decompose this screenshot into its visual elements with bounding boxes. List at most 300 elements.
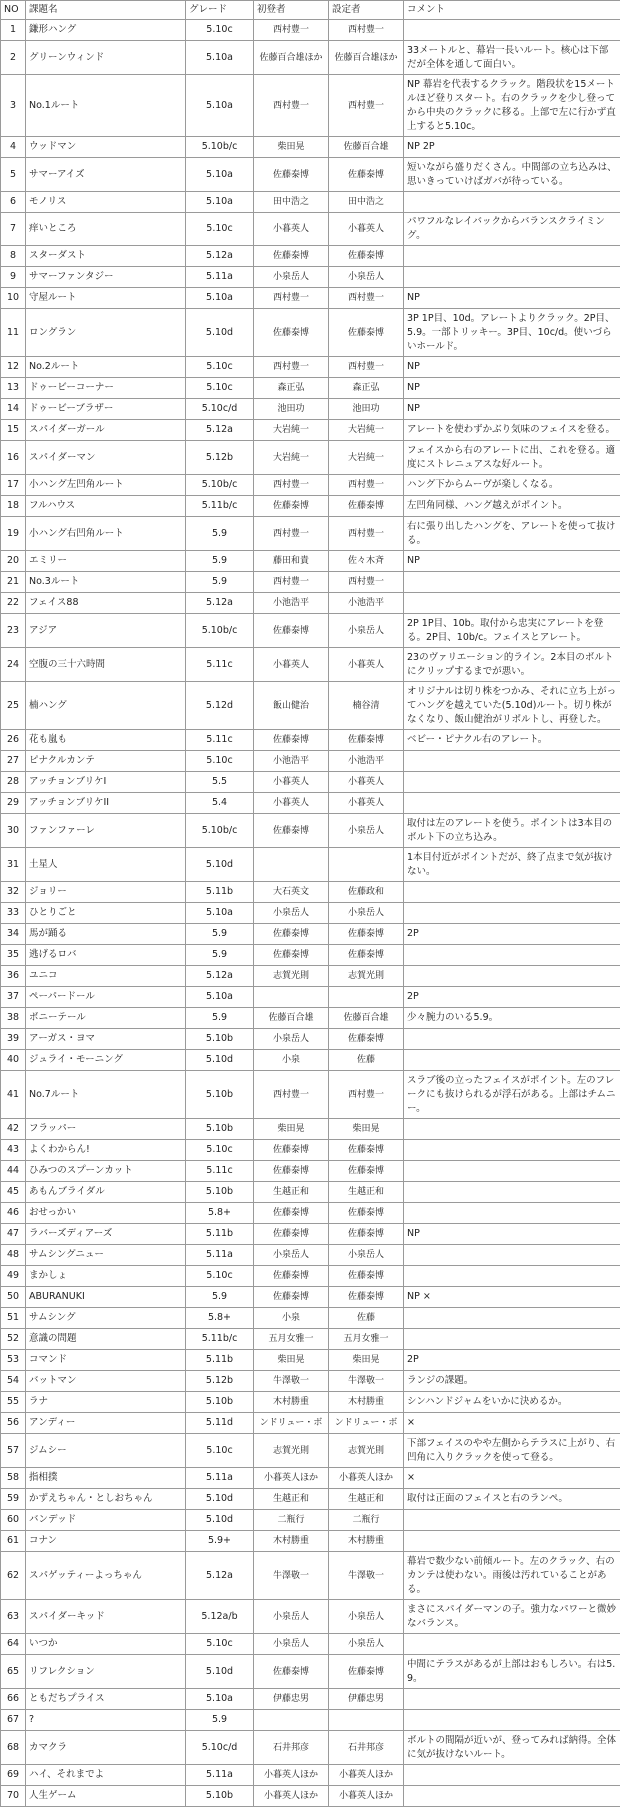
route-setter: 西村豊一 [329,517,404,551]
route-comment [404,1765,620,1786]
table-row [1,137,620,158]
route-setter: 小泉岳人 [329,903,404,924]
route-first-ascent: 西村豊一 [254,20,329,41]
route-first-ascent: 小泉岳人 [254,1634,329,1655]
table-row [1,1634,620,1655]
route-comment: アレートを使わずかぶり気味のフェイスを登る。 [404,420,620,441]
route-grade: 5.9 [186,1008,254,1029]
route-name: フェイス88 [26,593,186,614]
route-setter: 石井邦彦 [329,1731,404,1765]
route-no: 25 [1,682,26,730]
route-comment: NP [404,378,620,399]
route-comment: NP [404,399,620,420]
table-row [1,903,620,924]
route-comment: 左凹角同様、ハング越えがポイント。 [404,496,620,517]
route-setter: 佐藤泰博 [329,1287,404,1308]
route-no: 10 [1,288,26,309]
table-row [1,1350,620,1371]
route-first-ascent: 大岩純一 [254,420,329,441]
route-grade: 5.10b [186,1071,254,1119]
route-no: 45 [1,1182,26,1203]
table-row [1,1371,620,1392]
route-setter: 小泉岳人 [329,267,404,288]
route-first-ascent: 小暮英人 [254,213,329,246]
route-comment [404,267,620,288]
route-grade: 5.10b [186,1119,254,1140]
route-no: 68 [1,1731,26,1765]
route-grade: 5.12d [186,682,254,730]
route-comment: 幕岩で数少ない前傾ルート。左のクラック、右のカンテは使わない。雨後は汚れていることがある。 [404,1552,620,1600]
route-grade: 5.10a [186,75,254,137]
route-comment [404,1510,620,1531]
table-row [1,475,620,496]
route-comment [404,246,620,267]
route-comment [404,1182,620,1203]
route-name: ジムシー [26,1434,186,1468]
route-grade: 5.11c [186,648,254,682]
table-row [1,987,620,1008]
route-name: 土星人 [26,848,186,882]
route-no: 50 [1,1287,26,1308]
route-setter: 小暮英人 [329,772,404,793]
table-row [1,593,620,614]
route-comment: 取付は正面のフェイスと右のランペ。 [404,1489,620,1510]
route-grade: 5.9 [186,551,254,572]
route-no: 1 [1,20,26,41]
route-name: 人生ゲーム [26,1786,186,1807]
route-first-ascent: 藤田和貴 [254,551,329,572]
route-no: 61 [1,1531,26,1552]
table-row [1,1224,620,1245]
route-comment: まさにスパイダーマンの子。強力なパワーと微妙なバランス。 [404,1600,620,1634]
route-no: 23 [1,614,26,648]
route-name: あもんブライダル [26,1182,186,1203]
route-name: ともだちプライス [26,1689,186,1710]
route-grade: 5.11b [186,1350,254,1371]
route-setter: 池田功 [329,399,404,420]
route-comment: NP 幕岩を代表するクラック。階段状を15メートルほど登りスタート。右のクラックを少し登ってから中央のクラックに移る。上部で左に行かず直上すると5.10c。 [404,75,620,137]
route-no: 6 [1,192,26,213]
route-list [1,20,620,1807]
route-name: モノリス [26,192,186,213]
route-name: リフレクション [26,1655,186,1689]
route-setter: 森正弘 [329,378,404,399]
route-setter: 小泉岳人 [329,614,404,648]
route-name: 守屋ルート [26,288,186,309]
route-comment: スラブ後の立ったフェイスがポイント。左のフレークにも抜けられるが浮石がある。上部はチムニー。 [404,1071,620,1119]
route-comment: ハング下からムーヴが楽しくなる。 [404,475,620,496]
table-row [1,1468,620,1489]
route-comment: 少々腕力のいる5.9。 [404,1008,620,1029]
route-first-ascent: 生越正和 [254,1182,329,1203]
route-no: 63 [1,1600,26,1634]
route-grade: 5.12b [186,441,254,475]
route-comment: 短いながら盛りだくさん。中間部の立ち込みは、思いきっていけばガバが待っている。 [404,158,620,192]
route-name: ひとりごと [26,903,186,924]
route-comment [404,192,620,213]
route-setter: 西村豊一 [329,357,404,378]
table-row [1,1029,620,1050]
table-row [1,1731,620,1765]
route-first-ascent: 生越正和 [254,1489,329,1510]
table-row [1,309,620,357]
route-grade: 5.4 [186,793,254,814]
route-no: 27 [1,751,26,772]
route-name: サマーアイズ [26,158,186,192]
table-row [1,1119,620,1140]
route-first-ascent: 小池浩平 [254,751,329,772]
route-comment [404,1140,620,1161]
route-setter: 楠谷清 [329,682,404,730]
route-setter: 小池浩平 [329,593,404,614]
table-row [1,848,620,882]
route-grade: 5.11a [186,1765,254,1786]
route-no: 70 [1,1786,26,1807]
route-first-ascent: 西村豊一 [254,475,329,496]
table-row [1,1600,620,1634]
route-setter: 伊藤忠男 [329,1689,404,1710]
route-no: 19 [1,517,26,551]
table-row [1,517,620,551]
route-name: アーガス・ヨマ [26,1029,186,1050]
route-setter: 小暮英人ほか [329,1765,404,1786]
route-comment: パワフルなレイバックからバランスクライミング。 [404,213,620,246]
route-first-ascent: 佐藤泰博 [254,1140,329,1161]
route-grade: 5.10c [186,357,254,378]
route-name: ジョリー [26,882,186,903]
route-no: 59 [1,1489,26,1510]
route-grade: 5.9+ [186,1531,254,1552]
route-name: サムシングニュー [26,1245,186,1266]
table-row [1,399,620,420]
route-comment [404,903,620,924]
route-first-ascent: 西村豊一 [254,357,329,378]
route-setter: 小暮英人ほか [329,1468,404,1489]
table-row [1,1552,620,1600]
route-name: かずえちゃん・としおちゃん [26,1489,186,1510]
route-no: 55 [1,1392,26,1413]
route-comment [404,1203,620,1224]
route-setter: 木村勝重 [329,1392,404,1413]
route-first-ascent: 佐藤泰博 [254,814,329,848]
header-grade: グレード [186,1,254,20]
route-setter: 小泉岳人 [329,1245,404,1266]
route-name: ラバーズディアーズ [26,1224,186,1245]
route-setter [329,1710,404,1731]
route-setter: 佐藤泰博 [329,246,404,267]
route-grade: 5.12a [186,420,254,441]
header-row [1,1,620,20]
route-first-ascent: 池田功 [254,399,329,420]
route-grade: 5.12a [186,593,254,614]
route-comment [404,1786,620,1807]
route-setter: 田中浩之 [329,192,404,213]
table-row [1,648,620,682]
route-no: 32 [1,882,26,903]
route-grade: 5.11b [186,1224,254,1245]
route-setter: 佐藤泰博 [329,1203,404,1224]
route-name: アジア [26,614,186,648]
route-first-ascent: 佐藤泰博 [254,1266,329,1287]
route-first-ascent: 柴田晃 [254,1350,329,1371]
route-comment: NP [404,357,620,378]
route-grade: 5.10b [186,1392,254,1413]
route-comment [404,945,620,966]
route-grade: 5.10b/c [186,814,254,848]
route-comment: 2P [404,1350,620,1371]
table-row [1,945,620,966]
route-setter: 大岩純一 [329,420,404,441]
route-name: 小ハング右凹角ルート [26,517,186,551]
route-comment: 1本目付近がポイントだが、終了点まで気が抜けない。 [404,848,620,882]
route-setter: 小暮英人 [329,648,404,682]
table-row [1,20,620,41]
route-comment [404,882,620,903]
route-grade: 5.10c [186,213,254,246]
table-row [1,1710,620,1731]
route-no: 31 [1,848,26,882]
route-no: 15 [1,420,26,441]
route-grade: 5.10b/c [186,475,254,496]
route-comment: ボルトの間隔が近いが、登ってみれば納得。全体に気が抜けないルート。 [404,1731,620,1765]
route-first-ascent: 木村勝重 [254,1531,329,1552]
route-grade: 5.10a [186,1689,254,1710]
table-row [1,246,620,267]
table-row [1,882,620,903]
route-setter: 佐藤 [329,1050,404,1071]
route-no: 5 [1,158,26,192]
table-row [1,158,620,192]
table-row [1,614,620,648]
route-grade: 5.9 [186,1287,254,1308]
route-first-ascent: 佐藤泰博 [254,1203,329,1224]
route-comment [404,966,620,987]
table-row [1,924,620,945]
route-first-ascent: 牛澤敬一 [254,1371,329,1392]
route-no: 14 [1,399,26,420]
route-no: 29 [1,793,26,814]
route-first-ascent: 小暮英人 [254,772,329,793]
table-row [1,1689,620,1710]
route-comment [404,572,620,593]
table-row [1,192,620,213]
route-setter: 二瓶行 [329,1510,404,1531]
table-row [1,1308,620,1329]
route-no: 40 [1,1050,26,1071]
route-comment: 中間にテラスがあるが上部はおもしろい。右は5.9。 [404,1655,620,1689]
route-comment: オリジナルは切り株をつかみ、それに立ち上がってハングを越えていた(5.10d)ルート。切り株がなくなり、飯山健治がリボルトし、再登した。 [404,682,620,730]
route-name: ロングラン [26,309,186,357]
route-grade: 5.10c/d [186,1731,254,1765]
route-comment [404,1329,620,1350]
route-name: おせっかい [26,1203,186,1224]
route-setter: 佐藤泰博 [329,158,404,192]
route-grade: 5.8+ [186,1203,254,1224]
route-no: 66 [1,1689,26,1710]
route-name: No.7ルート [26,1071,186,1119]
route-grade: 5.10c [186,1266,254,1287]
route-no: 56 [1,1413,26,1434]
route-no: 43 [1,1140,26,1161]
route-no: 44 [1,1161,26,1182]
table-row [1,793,620,814]
route-no: 4 [1,137,26,158]
table-row [1,1510,620,1531]
route-comment: 23のヴァリエーション的ライン。2本目のボルトにクリップするまでが悪い。 [404,648,620,682]
route-no: 16 [1,441,26,475]
route-setter: 西村豊一 [329,572,404,593]
header-setter: 設定者 [329,1,404,20]
route-no: 53 [1,1350,26,1371]
route-first-ascent: 小暮英人ほか [254,1468,329,1489]
route-setter: 西村豊一 [329,475,404,496]
route-grade: 5.10b [186,1029,254,1050]
route-no: 49 [1,1266,26,1287]
route-no: 52 [1,1329,26,1350]
route-no: 2 [1,41,26,75]
route-no: 60 [1,1510,26,1531]
route-first-ascent: 小泉岳人 [254,267,329,288]
route-first-ascent: 伊藤忠男 [254,1689,329,1710]
table-row [1,75,620,137]
route-name: サムシング [26,1308,186,1329]
route-comment [404,1029,620,1050]
table-row [1,1182,620,1203]
route-name: フラッパー [26,1119,186,1140]
route-name: 痒いところ [26,213,186,246]
route-name: アッチョンブリケII [26,793,186,814]
route-setter: 佐藤泰博 [329,309,404,357]
route-comment [404,593,620,614]
route-name: よくわからん! [26,1140,186,1161]
route-name: カマクラ [26,1731,186,1765]
route-setter: 佐藤泰博 [329,924,404,945]
route-comment [404,793,620,814]
route-grade: 5.10c [186,1140,254,1161]
route-grade: 5.11b/c [186,1329,254,1350]
route-first-ascent: 志賀光則 [254,966,329,987]
route-first-ascent: 大石英文 [254,882,329,903]
route-comment: 下部フェイスのやや左側からテラスに上がり、右凹角に入りクラックを使って登る。 [404,1434,620,1468]
route-name: 花も嵐も [26,730,186,751]
table-row [1,267,620,288]
route-grade: 5.11b/c [186,496,254,517]
route-no: 30 [1,814,26,848]
route-name: ペーパードール [26,987,186,1008]
route-comment: シンハンドジャムをいかに決めるか。 [404,1392,620,1413]
table-row [1,441,620,475]
route-first-ascent: 五月女雅一 [254,1329,329,1350]
route-comment [404,1266,620,1287]
route-grade: 5.10c [186,1634,254,1655]
route-name: いつか [26,1634,186,1655]
route-first-ascent: 小泉岳人 [254,1029,329,1050]
route-setter: 西村豊一 [329,288,404,309]
route-first-ascent: 木村勝重 [254,1392,329,1413]
route-no: 8 [1,246,26,267]
route-name: ラナ [26,1392,186,1413]
route-grade: 5.10d [186,848,254,882]
table-row [1,213,620,246]
route-comment [404,20,620,41]
table-row [1,1434,620,1468]
route-name: 空腹の三十六時間 [26,648,186,682]
route-name: 鎌形ハング [26,20,186,41]
route-name: バンデッド [26,1510,186,1531]
route-first-ascent: 佐藤百合雄 [254,1008,329,1029]
route-name: ジュライ・モーニング [26,1050,186,1071]
route-setter [329,987,404,1008]
route-setter: 小泉岳人 [329,814,404,848]
route-setter: 佐藤泰博 [329,730,404,751]
table-row [1,1413,620,1434]
route-no: 26 [1,730,26,751]
table-row [1,1140,620,1161]
route-no: 33 [1,903,26,924]
route-no: 9 [1,267,26,288]
table-row [1,1531,620,1552]
route-setter: 大岩純一 [329,441,404,475]
route-no: 37 [1,987,26,1008]
table-row [1,814,620,848]
route-grade: 5.10c [186,1434,254,1468]
header-comment: コメント [404,1,620,20]
route-comment [404,1050,620,1071]
route-name: 楠ハング [26,682,186,730]
route-no: 24 [1,648,26,682]
route-comment: 取付は左のアレートを使う。ポイントは3本目のボルト下の立ち込み。 [404,814,620,848]
route-setter: 牛澤敬一 [329,1371,404,1392]
route-setter: 生越正和 [329,1182,404,1203]
route-setter: 西村豊一 [329,1071,404,1119]
route-name: ? [26,1710,186,1731]
route-first-ascent: 小泉岳人 [254,1245,329,1266]
route-no: 22 [1,593,26,614]
route-grade: 5.10d [186,1655,254,1689]
route-name: ABURANUKI [26,1287,186,1308]
route-first-ascent: 小泉岳人 [254,903,329,924]
route-comment: 右に張り出したハングを、アレートを使って抜ける。 [404,517,620,551]
route-comment [404,1119,620,1140]
route-grade: 5.5 [186,772,254,793]
route-comment: × [404,1413,620,1434]
route-setter: 牛澤敬一 [329,1552,404,1600]
route-no: 48 [1,1245,26,1266]
route-comment [404,1689,620,1710]
route-name: まかしょ [26,1266,186,1287]
route-comment: ベビー・ピナクル右のアレート。 [404,730,620,751]
route-setter: 佐藤泰博 [329,1029,404,1050]
route-no: 47 [1,1224,26,1245]
route-grade: 5.11b [186,882,254,903]
route-setter: 西村豊一 [329,75,404,137]
route-no: 12 [1,357,26,378]
route-name: 意識の問題 [26,1329,186,1350]
route-no: 51 [1,1308,26,1329]
route-grade: 5.10d [186,1489,254,1510]
route-no: 41 [1,1071,26,1119]
route-comment [404,1245,620,1266]
table-row [1,1287,620,1308]
route-setter: 小暮英人 [329,793,404,814]
table-row [1,1329,620,1350]
route-grade: 5.9 [186,517,254,551]
route-setter: 佐藤泰博 [329,1161,404,1182]
route-grade: 5.11c [186,730,254,751]
route-grade: 5.10c [186,378,254,399]
table-row [1,288,620,309]
route-first-ascent: 石井邦彦 [254,1731,329,1765]
